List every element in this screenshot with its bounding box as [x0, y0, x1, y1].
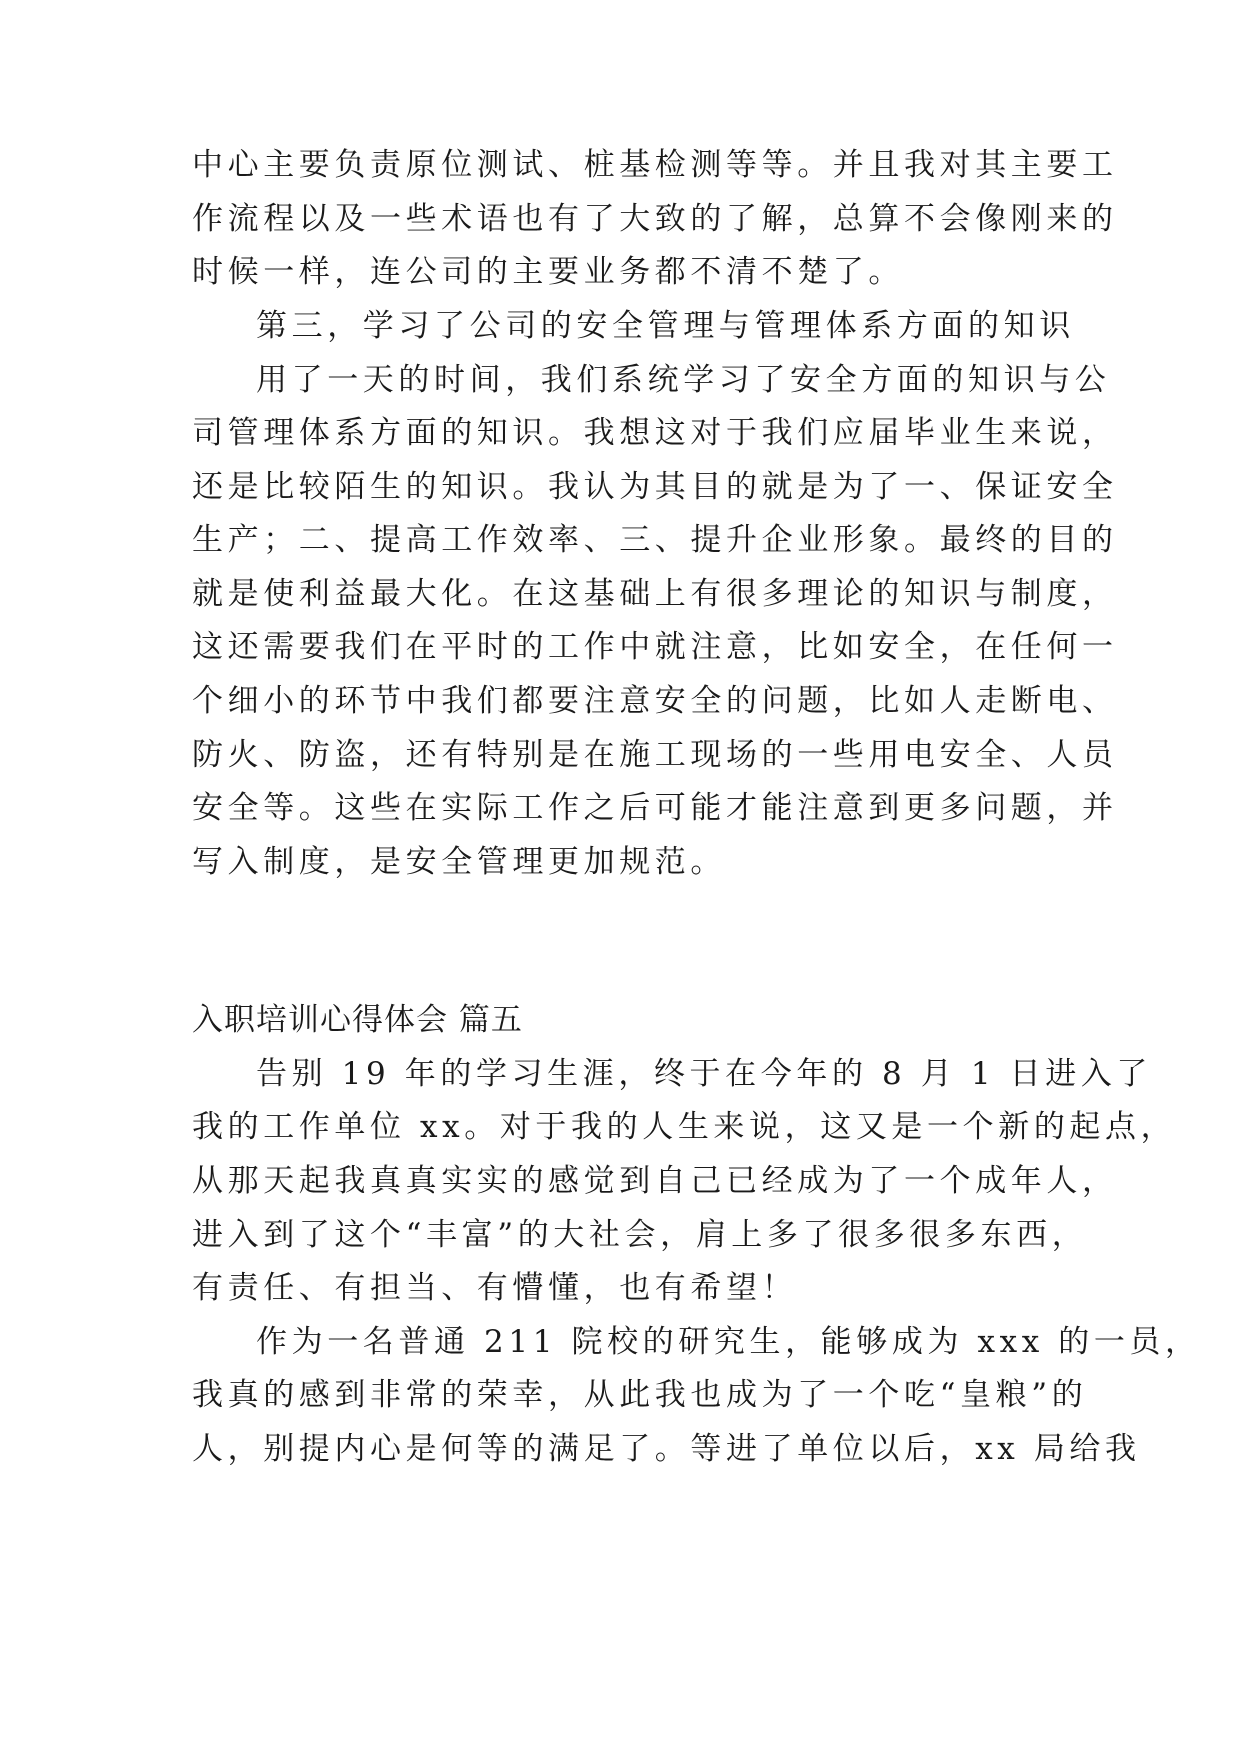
paragraph-line: 生产；二、提高工作效率、三、提升企业形象。最终的目的 [192, 522, 1118, 558]
paragraph-line: 时候一样，连公司的主要业务都不清不楚了。 [192, 254, 904, 290]
paragraph-line: 进入到了这个“丰富”的大社会，肩上多了很多很多东西， [192, 1217, 1088, 1253]
paragraph-line: 用了一天的时间，我们系统学习了安全方面的知识与公 [256, 362, 1111, 398]
paragraph-line: 安全等。这些在实际工作之后可能才能注意到更多问题，并 [192, 790, 1118, 826]
paragraph-line: 写入制度，是安全管理更加规范。 [192, 844, 726, 880]
paragraph-line: 人，别提内心是何等的满足了。等进了单位以后，xx 局给我 [192, 1431, 1141, 1467]
paragraph-line: 还是比较陌生的知识。我认为其目的就是为了一、保证安全 [192, 469, 1118, 505]
paragraph-line: 司管理体系方面的知识。我想这对于我们应届毕业生来说， [192, 415, 1118, 451]
paragraph-line: 这还需要我们在平时的工作中就注意，比如安全，在任何一 [192, 629, 1118, 665]
paragraph-line: 告别 19 年的学习生涯，终于在今年的 8 月 1 日进入了 [256, 1056, 1153, 1092]
paragraph-line: 有责任、有担当、有懵懂，也有希望！ [192, 1270, 798, 1306]
paragraph-line: 作流程以及一些术语也有了大致的了解，总算不会像刚来的 [192, 201, 1118, 237]
paragraph-line: 防火、防盗，还有特别是在施工现场的一些用电安全、人员 [192, 737, 1118, 773]
paragraph-line: 我的工作单位 xx。对于我的人生来说，这又是一个新的起点， [192, 1109, 1177, 1145]
paragraph-line: 就是使利益最大化。在这基础上有很多理论的知识与制度， [192, 576, 1118, 612]
paragraph-line: 作为一名普通 211 院校的研究生，能够成为 xxx 的一员， [256, 1324, 1201, 1360]
paragraph-line: 个细小的环节中我们都要注意安全的问题，比如人走断电、 [192, 683, 1118, 719]
paragraph-line: 中心主要负责原位测试、桩基检测等等。并且我对其主要工 [192, 147, 1118, 183]
paragraph-line: 我真的感到非常的荣幸，从此我也成为了一个吃“皇粮”的 [192, 1377, 1088, 1413]
paragraph-line: 从那天起我真真实实的感觉到自己已经成为了一个成年人， [192, 1163, 1118, 1199]
point-heading: 第三，学习了公司的安全管理与管理体系方面的知识 [256, 308, 1075, 344]
section-title: 入职培训心得体会 篇五 [192, 1002, 523, 1038]
